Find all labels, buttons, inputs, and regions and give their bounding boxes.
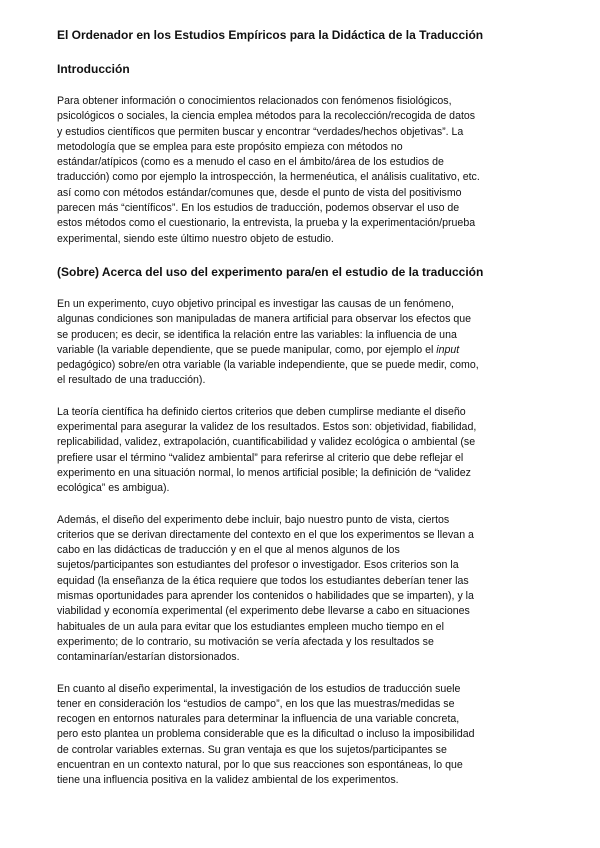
section-heading-experimento: (Sobre) Acerca del uso del experimento para/en el estudio de la traducción xyxy=(57,264,484,279)
text-line: En un experimento, cuyo objetivo principal es investigar las causas de un fenómeno, xyxy=(57,297,454,310)
text-line: tiene una influencia positiva en la validez ambiental de los experimentos. xyxy=(57,774,399,787)
text-line: criterios que se derivan directamente del contexto en el que los experimentos se llevan a xyxy=(57,528,474,541)
text-line: habituales de un aula para evitar que los estudiantes empleen mucho tiempo en el xyxy=(57,620,444,633)
text-fragment: variable (la variable dependiente, que se puede manipular, como, por ejemplo el xyxy=(57,343,437,356)
text-line: algunas condiciones son manipuladas de manera artificial para observar los efectos que xyxy=(57,313,471,326)
text-line: encuentran en un contexto natural, por lo que sus reacciones son espontáneas, lo que xyxy=(57,758,463,771)
intro-paragraph xyxy=(57,94,543,247)
text-line: sujetos/participantes son estudiantes del profesor o investigador. Esos criterios son la xyxy=(57,559,459,572)
text-line: prefiere usar el término “validez ambiental” para referirse al criterio que debe reflejar el xyxy=(57,451,464,464)
experiment-paragraph-4 xyxy=(57,682,543,789)
experiment-paragraph-2 xyxy=(57,405,543,497)
text-line: de controlar variables externas. Su gran ventaja es que los sujetos/participantes se xyxy=(57,743,447,756)
text-line: cabo en las didácticas de traducción y en el que al menos algunos de los xyxy=(57,544,400,557)
text-line: estos métodos como el cuestionario, la entrevista, la prueba y la experimentación/prueba xyxy=(57,217,476,230)
text-line: experimento; de lo contrario, su motivación se vería afectada y los resultados se xyxy=(57,635,434,648)
text-line: viabilidad y economía experimental (el experimento debe llevarse a cabo en situaciones xyxy=(57,605,470,618)
experiment-paragraph-3 xyxy=(57,513,543,666)
text-line: pero esto plantea un problema considerable que es la dificultad o incluso la imposibilidad xyxy=(57,728,475,741)
text-line: equidad (la enseñanza de la ética requiere que todos los estudiantes deberían tener las xyxy=(57,574,469,587)
text-line: Además, el diseño del experimento debe incluir, bajo nuestro punto de vista, ciertos xyxy=(57,513,450,526)
text-line: pedagógico) sobre/en otra variable (la variable independiente, que se puede medir, como, xyxy=(57,359,479,372)
document-title: El Ordenador en los Estudios Empíricos para la Didáctica de la Traducción xyxy=(57,28,484,42)
experiment-paragraph-1 xyxy=(57,297,543,389)
text-line: En cuanto al diseño experimental, la investigación de los estudios de traducción suele xyxy=(57,682,461,695)
text-line: La teoría científica ha definido ciertos criterios que deben cumplirse mediante el diseño xyxy=(57,405,466,418)
text-line: psicológicos o sociales, la ciencia emplea métodos para la recolección/recogida de datos xyxy=(57,110,476,123)
text-line: tener en consideración los “estudios de campo”, en los que las muestras/medidas se xyxy=(57,697,455,710)
text-line: ecológica” es ambigua). xyxy=(57,482,170,495)
text-line: experimental para asegurar la validez de los resultados. Estos son: objetividad, fiabilidad, xyxy=(57,421,477,434)
text-line: parecen más “científicos”. En los estudios de traducción, podemos observar el uso de xyxy=(57,202,460,215)
text-line: experimento en una situación normal, lo menos artificial posible; la definición de “validez xyxy=(57,466,471,479)
text-line: experimental, siendo este último nuestro objeto de estudio. xyxy=(57,232,334,245)
text-line xyxy=(57,343,543,358)
italic-term-input: input xyxy=(436,343,460,356)
text-line: se producen; es decir, se identifica la relación entre las variables: la influencia de una xyxy=(57,328,457,341)
text-line: recogen en entornos naturales para determinar la influencia de una variable concreta, xyxy=(57,713,460,726)
text-line: así como con métodos estándar/comunes que, desde el punto de vista del positivismo xyxy=(57,186,462,199)
text-line: estándar/atípicos (como es a menudo el caso en el ámbito/área de los estudios de xyxy=(57,156,444,169)
text-line: mismas oportunidades para aprender los contenidos o habilidades que se imparten), y la xyxy=(57,590,474,603)
section-heading-introduccion: Introducción xyxy=(57,62,130,76)
text-line: contaminarían/estarían distorsionados. xyxy=(57,651,240,664)
text-line: Para obtener información o conocimientos relacionados con fenómenos fisiológicos, xyxy=(57,95,452,107)
text-line: y estudios científicos que permiten buscar y encontrar “verdades/hechos objetivas”. La xyxy=(57,125,464,138)
text-line: traducción) como por ejemplo la introspección, la hermenéutica, el análisis cualitativo, etc. xyxy=(57,171,480,184)
text-line: replicabilidad, validez, extrapolación, cuantificabilidad y validez ecológica o ambiental (se xyxy=(57,436,476,449)
text-line: el resultado de una traducción). xyxy=(57,374,206,387)
text-line: metodología que se emplea para este propósito empieza con métodos no xyxy=(57,140,403,153)
